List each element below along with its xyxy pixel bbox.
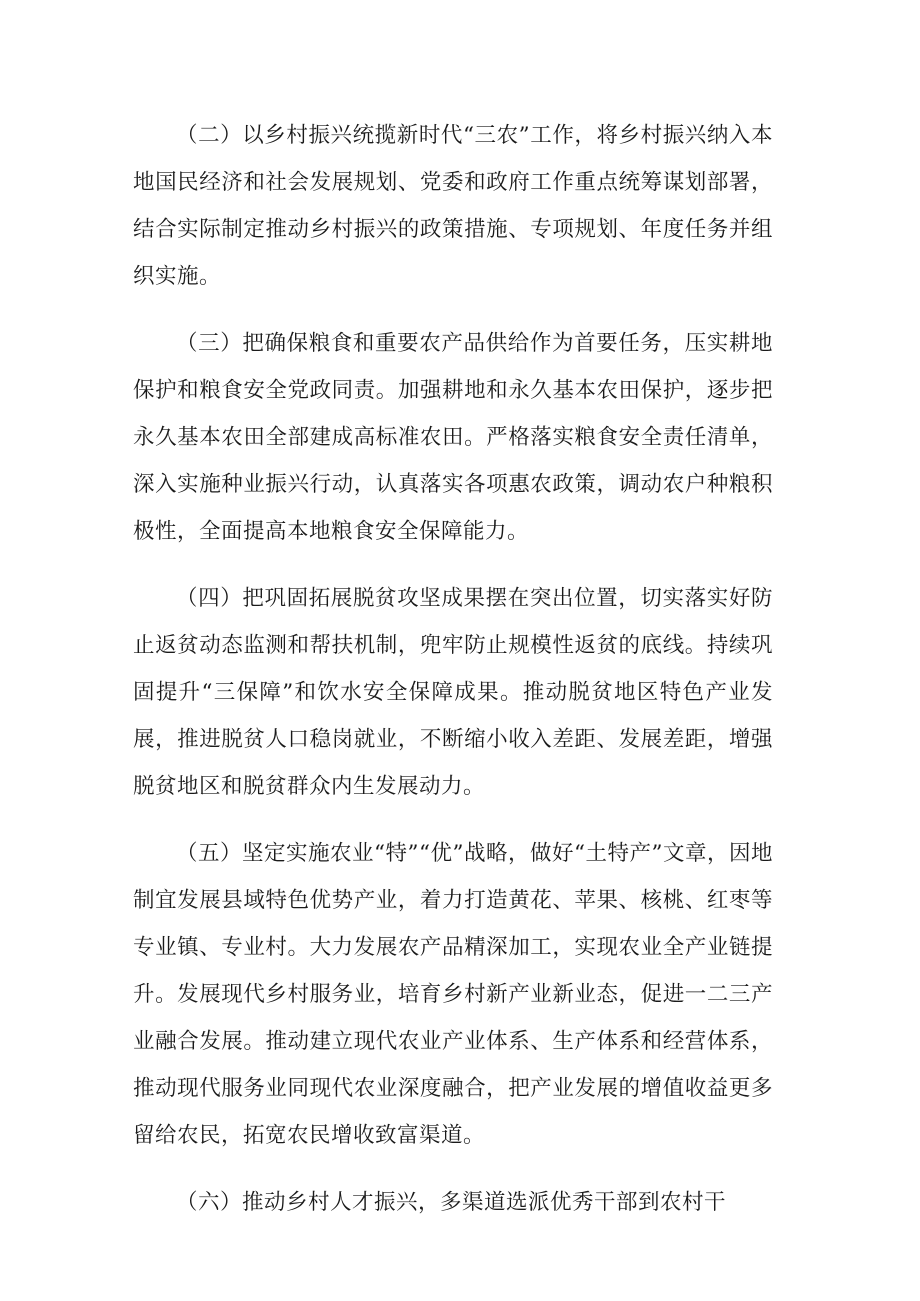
paragraph-5: （五）坚定实施农业“特”“优”战略，做好“土特产”文章，因地制宜发展县域特色优势产业，着力打造黄花、苹果、核桃、红枣等专业镇、专业村。大力发展农产品精深加工，实现农业全产业链提升。发展现代乡村服务业，培育乡村新产业新业态，促进一二三产业融合发展。推动建立现代农业产业体系、生产体系和经营体系，推动现代服务业同现代农业深度融合，把产业发展的增值收益更多留给农民，拓宽农民增收致富渠道。	[133, 841, 773, 1148]
paragraph-2: （二）以乡村振兴统揽新时代“三农”工作，将乡村振兴纳入本地国民经济和社会发展规划、党委和政府工作重点统筹谋划部署，结合实际制定推动乡村振兴的政策措施、专项规划、年度任务并组织实施。	[133, 123, 773, 289]
paragraph-6: （六）推动乡村人才振兴，多渠道选派优秀干部到农村干	[176, 1190, 727, 1215]
paragraph-3: （三）把确保粮食和重要农产品供给作为首要任务，压实耕地保护和粮食安全党政同责。加强耕地和永久基本农田保护，逐步把永久基本农田全部建成高标准农田。严格落实粮食安全责任清单，深入实施种业振兴行动，认真落实各项惠农政策，调动农户种粮积极性，全面提高本地粮食安全保障能力。	[133, 331, 773, 544]
document-body	[133, 112, 773, 1226]
paragraph-4: （四）把巩固拓展脱贫攻坚成果摆在突出位置，切实落实好防止返贫动态监测和帮扶机制，兜牢防止规模性返贫的底线。持续巩固提升“三保障”和饮水安全保障成果。推动脱贫地区特色产业发展，推进脱贫人口稳岗就业，不断缩小收入差距、发展差距，增强脱贫地区和脱贫群众内生发展动力。	[133, 586, 773, 799]
